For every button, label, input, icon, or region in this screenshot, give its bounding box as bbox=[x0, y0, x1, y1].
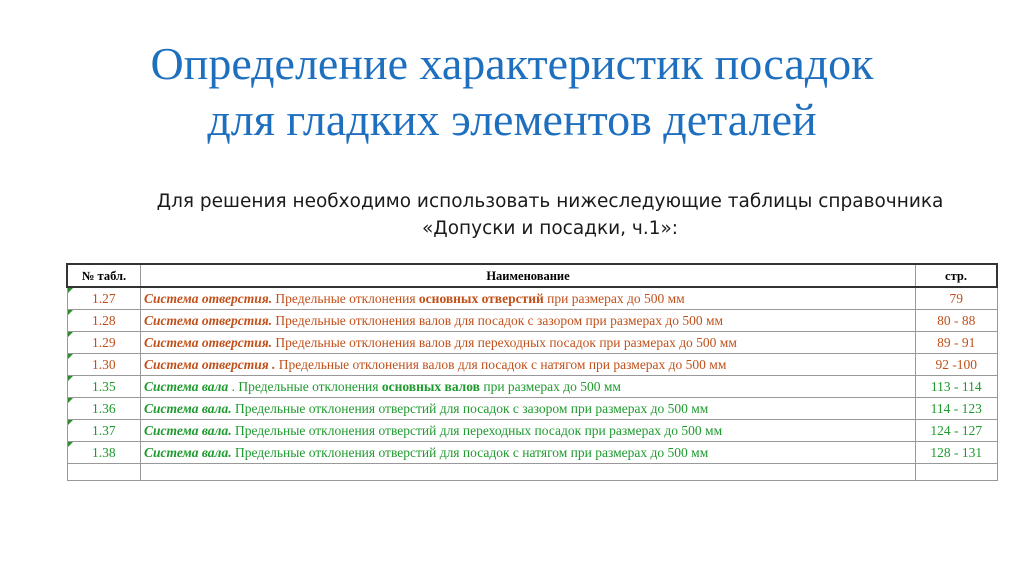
table-row bbox=[67, 376, 997, 398]
row-table-number: 1.38 bbox=[67, 442, 141, 464]
empty-cell bbox=[141, 464, 916, 481]
slide-title bbox=[0, 36, 1024, 148]
row-page: 113 - 114 bbox=[916, 376, 998, 398]
slide-title-line-1: Определение характеристик посадок bbox=[150, 38, 874, 89]
row-page: 79 bbox=[916, 287, 998, 310]
row-name: Система отверстия. Предельные отклонения валов для переходных посадок при размерах до 500 мм bbox=[141, 332, 916, 354]
header-page: стр. bbox=[916, 264, 998, 287]
table-header-row bbox=[67, 264, 997, 287]
row-system: Система вала. bbox=[144, 400, 232, 416]
header-table-number: № табл. bbox=[67, 264, 141, 287]
row-name: Система вала . Предельные отклонения основных валов при размерах до 500 мм bbox=[141, 376, 916, 398]
row-table-number: 1.27 bbox=[67, 287, 141, 310]
table-row bbox=[67, 420, 997, 442]
row-system: Система вала bbox=[144, 378, 229, 394]
row-system: Система вала. bbox=[144, 422, 232, 438]
row-page: 124 - 127 bbox=[916, 420, 998, 442]
cell-marker-icon bbox=[68, 398, 73, 403]
cell-marker-icon bbox=[68, 420, 73, 425]
row-name: Система вала. Предельные отклонения отверстий для посадок с натягом при размерах до 500 мм bbox=[141, 442, 916, 464]
row-table-number: 1.29 bbox=[67, 332, 141, 354]
table-row bbox=[67, 310, 997, 332]
reference-table bbox=[66, 263, 998, 481]
subtitle-line-1: Для решения необходимо использовать нижеследующие таблицы справочника bbox=[156, 191, 944, 212]
row-page: 92 -100 bbox=[916, 354, 998, 376]
table-row bbox=[67, 354, 997, 376]
cell-marker-icon bbox=[68, 442, 73, 447]
cell-marker-icon bbox=[68, 310, 73, 315]
row-system: Система отверстия. bbox=[144, 312, 273, 328]
row-page: 89 - 91 bbox=[916, 332, 998, 354]
row-name: Система отверстия. Предельные отклонения валов для посадок с зазором при размерах до 500 мм bbox=[141, 310, 916, 332]
row-page: 114 - 123 bbox=[916, 398, 998, 420]
subtitle-line-2: «Допуски и посадки, ч.1»: bbox=[421, 218, 679, 239]
row-name: Система вала. Предельные отклонения отверстий для посадок с зазором при размерах до 500 мм bbox=[141, 398, 916, 420]
slide-subtitle bbox=[60, 188, 1024, 242]
row-table-number: 1.30 bbox=[67, 354, 141, 376]
table-row bbox=[67, 287, 997, 310]
cell-marker-icon bbox=[68, 288, 73, 293]
cell-marker-icon bbox=[68, 354, 73, 359]
slide-title-line-2: для гладких элементов деталей bbox=[207, 94, 817, 145]
row-table-number: 1.35 bbox=[67, 376, 141, 398]
row-name: Система отверстия . Предельные отклонения валов для посадок с натягом при размерах до 500 мм bbox=[141, 354, 916, 376]
empty-cell bbox=[67, 464, 141, 481]
row-page: 128 - 131 bbox=[916, 442, 998, 464]
row-system: Система отверстия . bbox=[144, 356, 276, 372]
row-table-number: 1.28 bbox=[67, 310, 141, 332]
row-name: Система отверстия. Предельные отклонения основных отверстий при размерах до 500 мм bbox=[141, 287, 916, 310]
row-system: Система вала. bbox=[144, 444, 232, 460]
row-table-number: 1.37 bbox=[67, 420, 141, 442]
table-row bbox=[67, 442, 997, 464]
row-page: 80 - 88 bbox=[916, 310, 998, 332]
row-system: Система отверстия. bbox=[144, 290, 273, 306]
table-row bbox=[67, 398, 997, 420]
cell-marker-icon bbox=[68, 376, 73, 381]
empty-cell bbox=[916, 464, 998, 481]
table-row bbox=[67, 332, 997, 354]
cell-marker-icon bbox=[68, 332, 73, 337]
header-name: Наименование bbox=[141, 264, 916, 287]
row-table-number: 1.36 bbox=[67, 398, 141, 420]
row-system: Система отверстия. bbox=[144, 334, 273, 350]
row-name: Система вала. Предельные отклонения отверстий для переходных посадок при размерах до 500 мм bbox=[141, 420, 916, 442]
table-row-empty bbox=[67, 464, 997, 481]
